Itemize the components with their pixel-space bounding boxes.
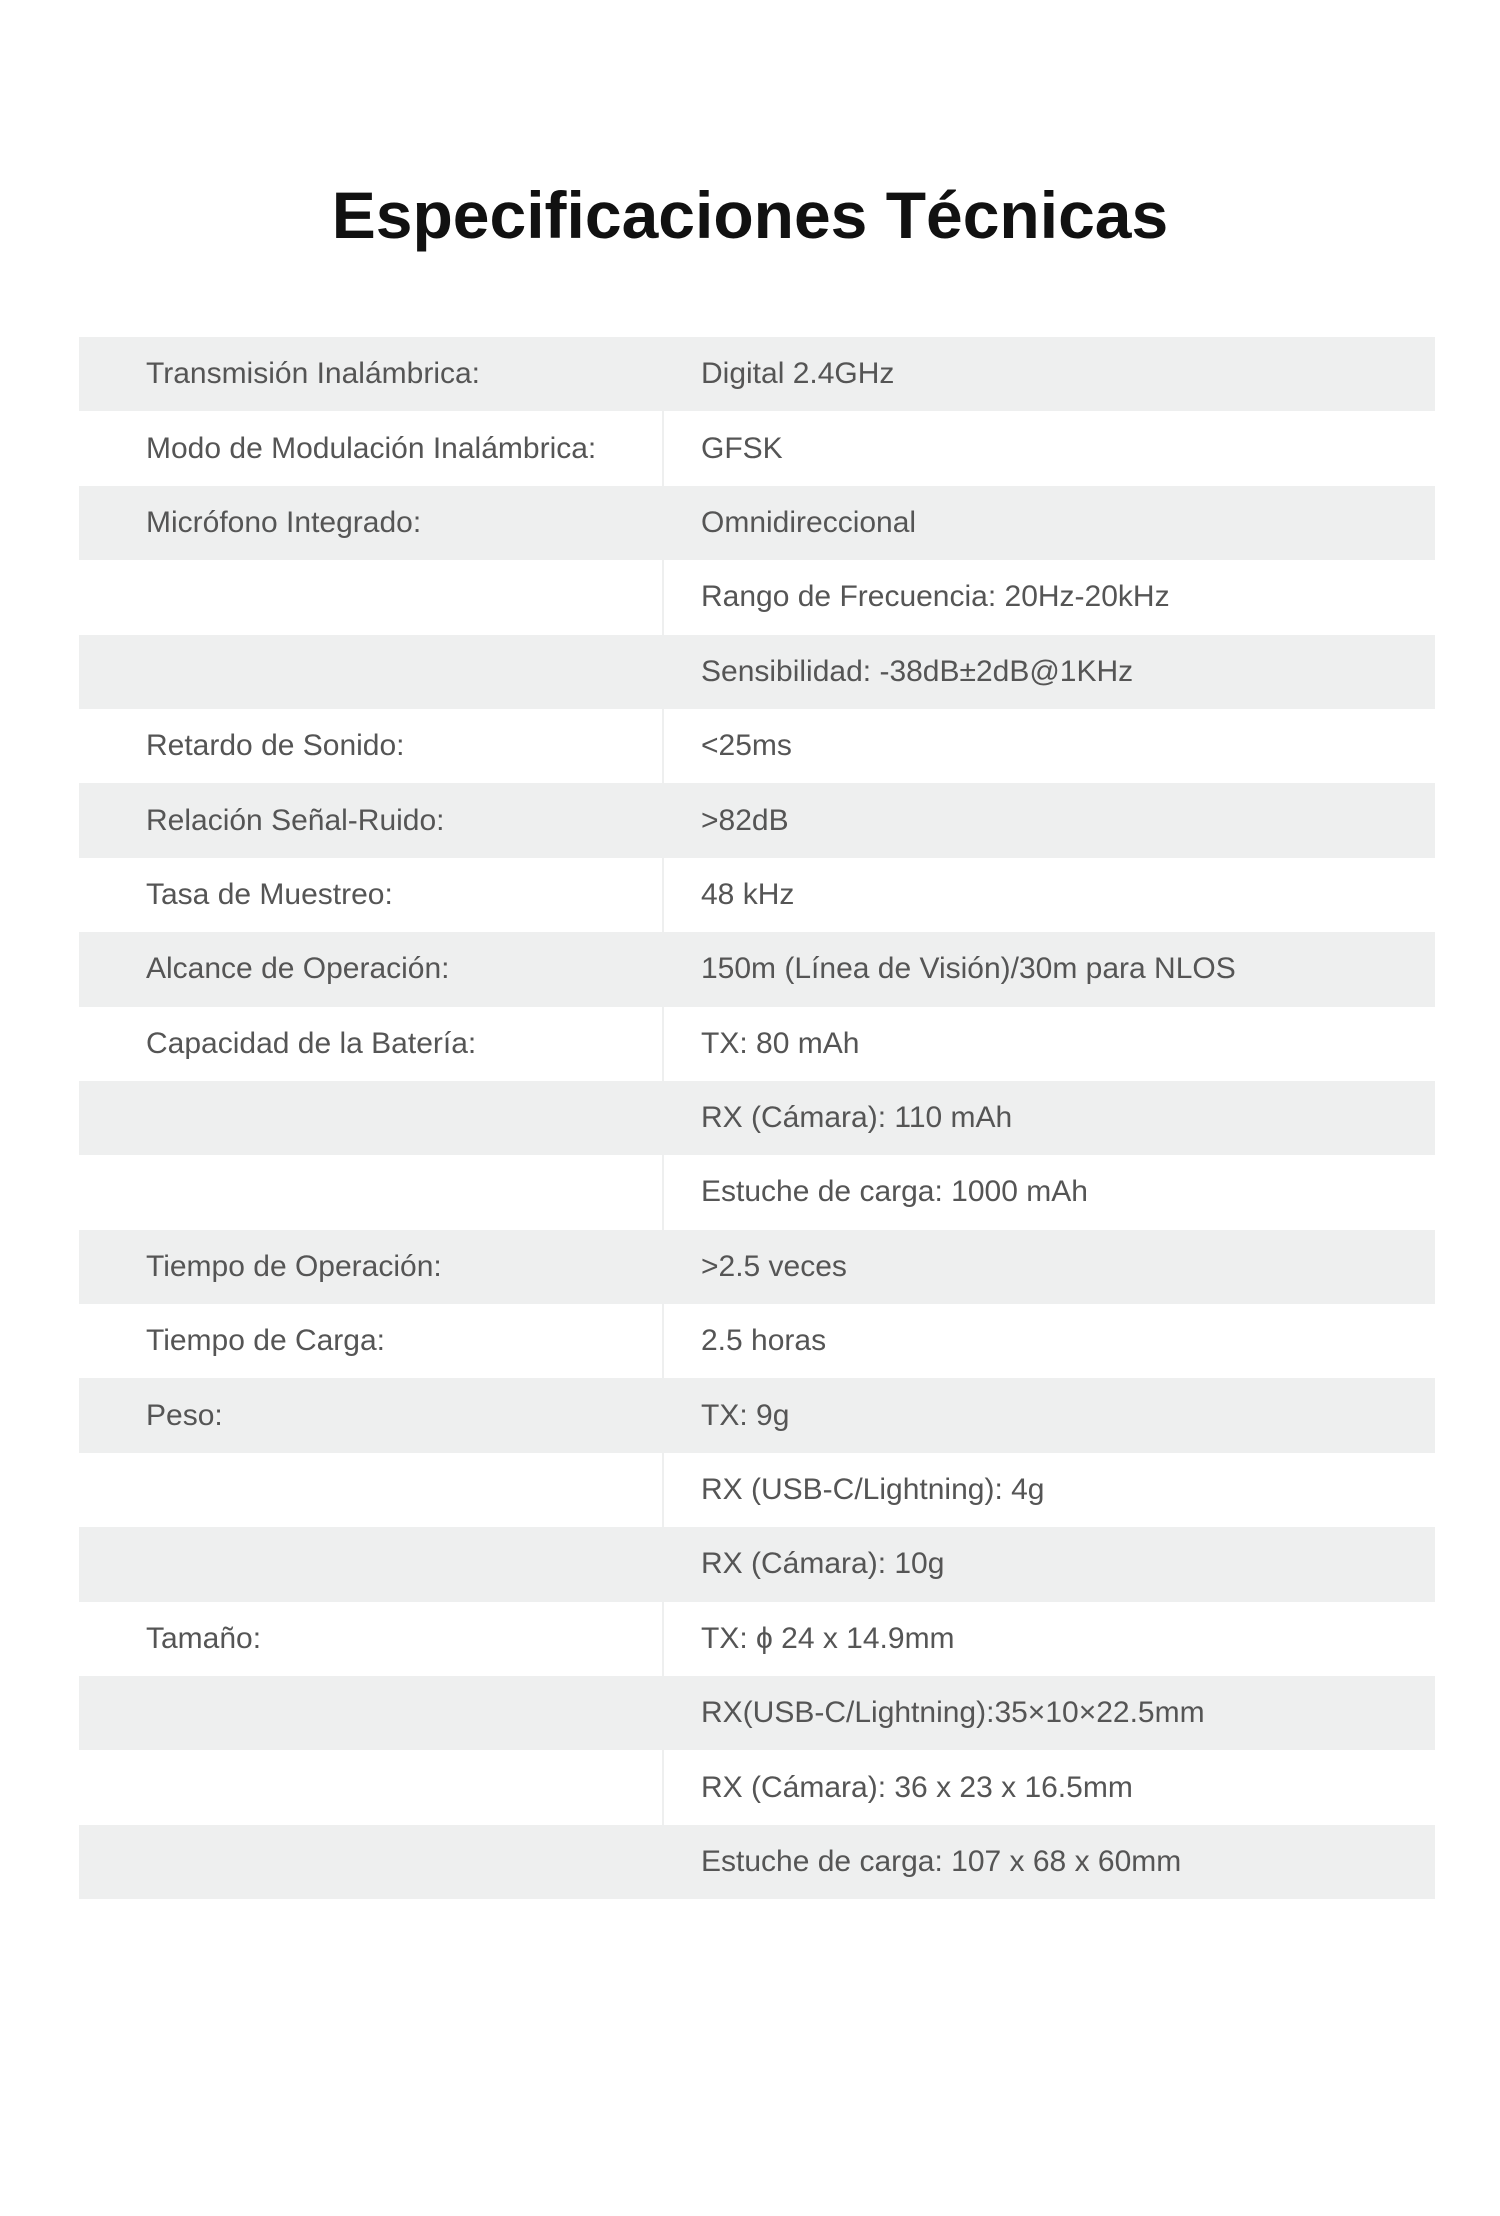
spec-label: Tiempo de Carga: (146, 1324, 386, 1358)
spec-label: Peso: (146, 1398, 223, 1432)
spec-row (79, 1527, 1435, 1601)
spec-row (79, 635, 1435, 709)
spec-value: GFSK (662, 411, 1435, 485)
spec-label: Transmisión Inalámbrica: (146, 357, 480, 391)
spec-row (79, 560, 1435, 634)
spec-row (79, 1825, 1435, 1899)
spec-row (79, 1304, 1435, 1378)
spec-label: Alcance de Operación: (146, 952, 450, 986)
spec-value: >2.5 veces (662, 1230, 1435, 1304)
spec-value: Rango de Frecuencia: 20Hz-20kHz (662, 560, 1435, 634)
spec-label (79, 560, 662, 634)
spec-label: Tiempo de Operación: (146, 1249, 442, 1283)
spec-row (79, 1750, 1435, 1824)
spec-row (79, 1378, 1435, 1452)
spec-label: Relación Señal-Ruido: (146, 803, 445, 837)
spec-label (79, 635, 662, 709)
spec-row (79, 1676, 1435, 1750)
spec-value: Sensibilidad: -38dB±2dB@1KHz (662, 635, 1435, 709)
page-title: Especificaciones Técnicas (331, 178, 1169, 252)
spec-label (79, 1155, 662, 1229)
spec-row (79, 1602, 1435, 1676)
spec-label: Tasa de Muestreo: (146, 877, 393, 911)
spec-value: Omnidireccional (662, 486, 1435, 560)
spec-value: Estuche de carga: 107 x 68 x 60mm (662, 1825, 1435, 1899)
spec-table (79, 337, 1435, 1899)
spec-label: Capacidad de la Batería: (146, 1026, 477, 1060)
spec-row (79, 486, 1435, 560)
spec-value: RX (Cámara): 10g (662, 1527, 1435, 1601)
spec-row (79, 1453, 1435, 1527)
spec-row (79, 783, 1435, 857)
spec-value: Digital 2.4GHz (662, 337, 1435, 411)
spec-label (79, 1527, 662, 1601)
spec-row (79, 709, 1435, 783)
spec-label (79, 1676, 662, 1750)
spec-value: TX: ϕ 24 x 14.9mm (662, 1602, 1435, 1676)
spec-label: Micrófono Integrado: (146, 505, 422, 539)
spec-row (79, 1230, 1435, 1304)
spec-row (79, 858, 1435, 932)
spec-label (79, 1081, 662, 1155)
spec-row (79, 1081, 1435, 1155)
spec-label (79, 1453, 662, 1527)
spec-label: Retardo de Sonido: (146, 729, 405, 763)
spec-row (79, 337, 1435, 411)
spec-value: 48 kHz (662, 858, 1435, 932)
spec-row (79, 932, 1435, 1006)
spec-value: TX: 80 mAh (662, 1007, 1435, 1081)
spec-value: <25ms (662, 709, 1435, 783)
spec-label: Tamaño: (146, 1621, 262, 1655)
spec-row (79, 1155, 1435, 1229)
spec-value: Estuche de carga: 1000 mAh (662, 1155, 1435, 1229)
spec-row (79, 411, 1435, 485)
spec-label (79, 1750, 662, 1824)
spec-row (79, 1007, 1435, 1081)
spec-value: RX (USB-C/Lightning): 4g (662, 1453, 1435, 1527)
spec-value: RX (Cámara): 110 mAh (662, 1081, 1435, 1155)
spec-label (79, 1825, 662, 1899)
spec-value: RX (Cámara): 36 x 23 x 16.5mm (662, 1750, 1435, 1824)
spec-value: 2.5 horas (662, 1304, 1435, 1378)
spec-value: 150m (Línea de Visión)/30m para NLOS (662, 932, 1435, 1006)
spec-value: RX(USB-C/Lightning):35×10×22.5mm (662, 1676, 1435, 1750)
spec-value: >82dB (662, 783, 1435, 857)
spec-value: TX: 9g (662, 1378, 1435, 1452)
spec-label: Modo de Modulación Inalámbrica: (146, 431, 597, 465)
